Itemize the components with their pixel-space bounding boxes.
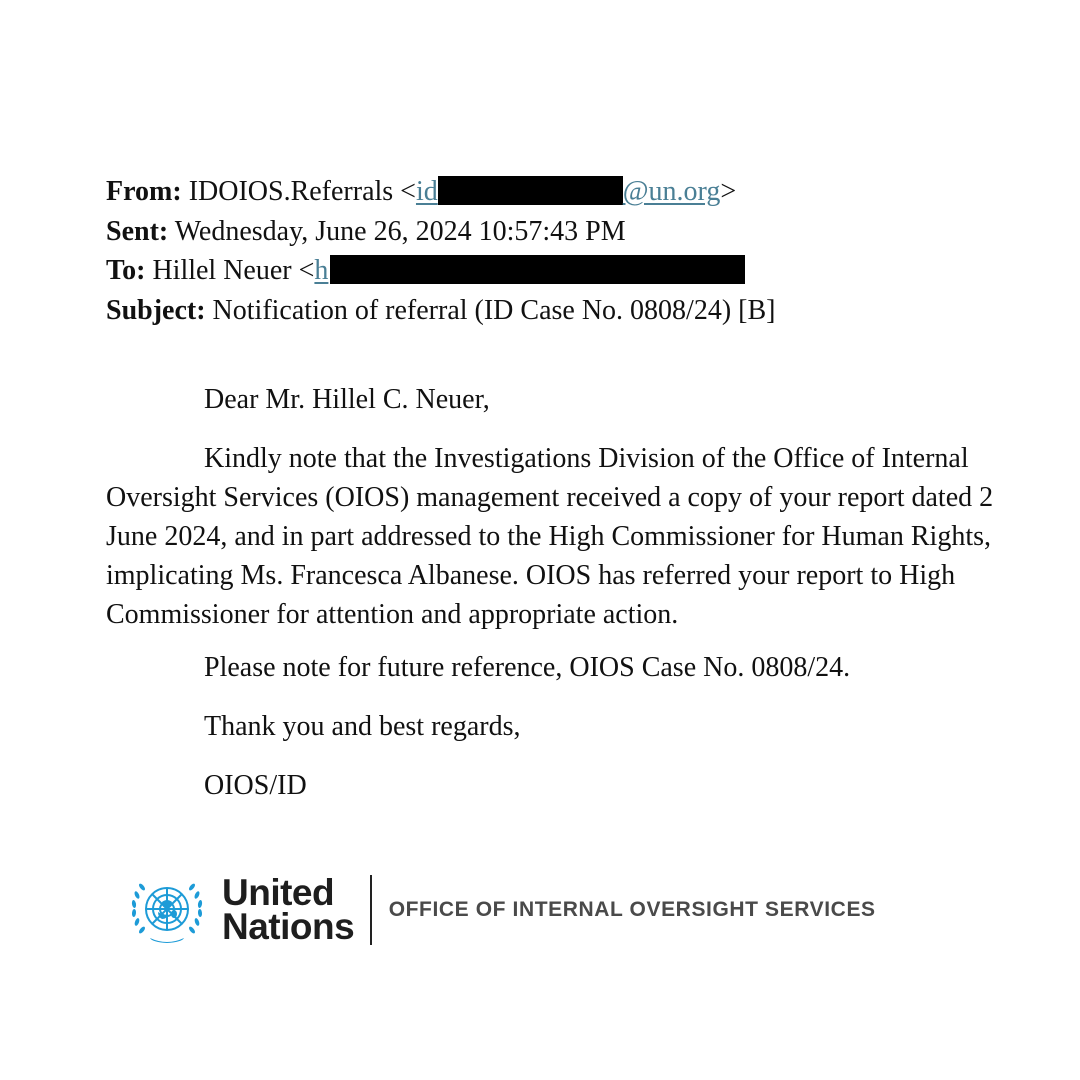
paragraph-2: Please note for future reference, OIOS Case No. 0808/24. (204, 652, 851, 683)
un-wordmark (222, 871, 355, 947)
closing: Thank you and best regards, (204, 711, 521, 742)
to-value: Hillel Neuer < (152, 255, 315, 286)
un-wordmark-line1: United (222, 871, 335, 913)
subject-label: Subject: (106, 294, 206, 326)
from-email-prefix[interactable]: id (415, 176, 438, 207)
from-label: From: (106, 176, 182, 207)
redaction-bar (438, 176, 623, 205)
email-header (106, 172, 775, 330)
sent-line (106, 212, 775, 252)
from-email-suffix[interactable]: @un.org (622, 176, 721, 207)
un-logo (122, 872, 876, 947)
to-email-prefix[interactable]: h (314, 255, 329, 286)
signature: OIOS/ID (204, 770, 307, 801)
sent-label: Sent: (106, 215, 169, 247)
from-name: IDOIOS.Referrals < (188, 176, 416, 207)
to-label: To: (106, 255, 146, 286)
redaction-bar (330, 255, 745, 284)
salutation: Dear Mr. Hillel C. Neuer, (204, 384, 490, 415)
un-emblem-icon (122, 872, 212, 947)
sent-value: Wednesday, June 26, 2024 10:57:43 PM (174, 215, 626, 247)
letter-body (106, 380, 1006, 805)
from-line (106, 172, 775, 212)
subject-line (106, 291, 775, 331)
un-wordmark-line2: Nations (222, 905, 355, 947)
paragraph-1: Kindly note that the Investigations Division of the Office of Internal Oversight Services (OIOS) management received a copy of your report dated 2 June 2024, and in part addressed to the High Commissioner for Human Rights, implicating Ms. Francesca Albanese. OIOS has referred your report to High Commissioner for attention and appropriate action. (106, 443, 994, 630)
logo-divider (370, 875, 372, 945)
office-name: OFFICE OF INTERNAL OVERSIGHT SERVICES (388, 897, 876, 921)
from-close: > (720, 176, 737, 207)
to-line (106, 251, 775, 291)
subject-value: Notification of referral (ID Case No. 0808/24) [B] (212, 294, 776, 326)
